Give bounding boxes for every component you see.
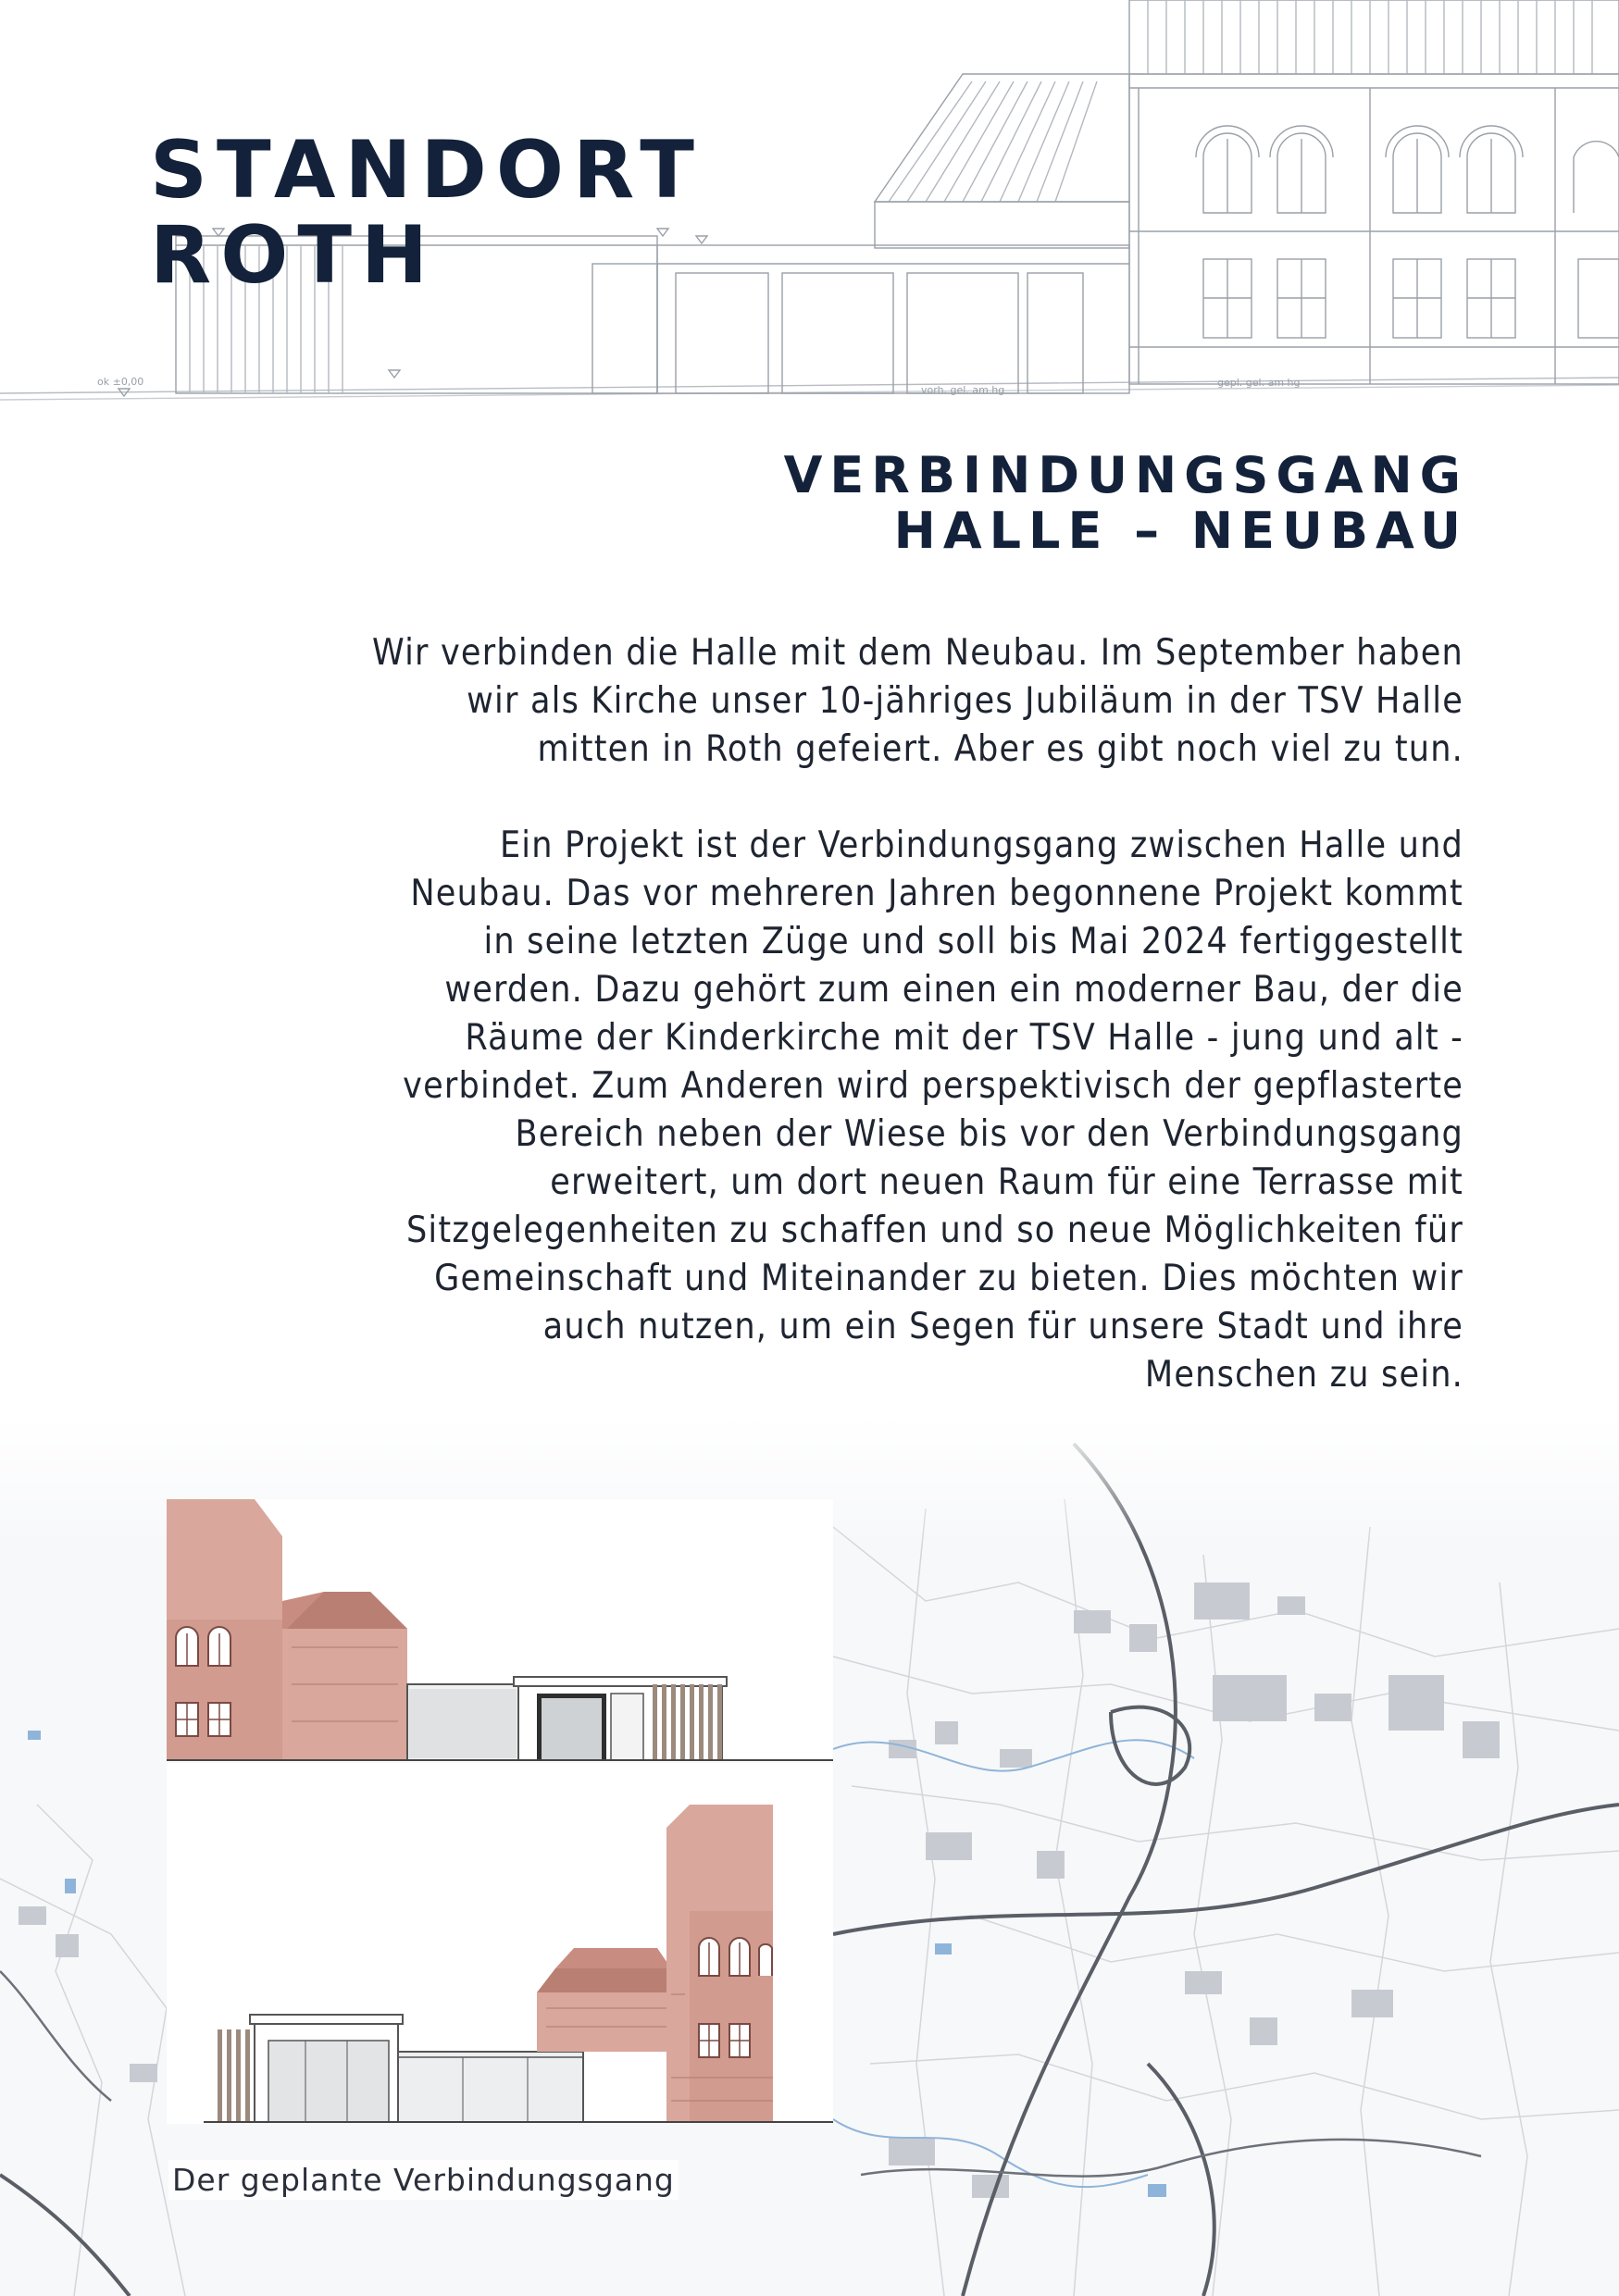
project-line: Sitzgelegenheiten zu schaffen und so neue Möglichkeiten für — [405, 1210, 1463, 1251]
project-paragraph — [112, 822, 1463, 1399]
page-title-line-1: STANDORT — [150, 124, 704, 217]
section-title — [784, 448, 1468, 559]
elevation-rendering-front — [167, 1499, 833, 1762]
page-title-line-2: ROTH — [150, 209, 437, 302]
level-label-3: gepl. gel. am hg — [1217, 377, 1301, 389]
section-title-line-2: HALLE – NEUBAU — [893, 502, 1468, 560]
project-line: werden. Dazu gehört zum einen ein moderner Bau, der die — [444, 969, 1463, 1011]
project-line: erweitert, um dort neuen Raum für eine Terrasse mit — [550, 1161, 1463, 1203]
section-title-line-1: VERBINDUNGSGANG — [783, 446, 1468, 504]
intro-paragraph — [112, 629, 1463, 774]
intro-line: Wir verbinden die Halle mit dem Neubau. Im September haben — [372, 632, 1463, 674]
image-caption: Der geplante Verbindungsgang — [168, 2160, 679, 2200]
project-line: verbindet. Zum Anderen wird perspektivisch der gepflasterte — [403, 1065, 1463, 1107]
intro-line: mitten in Roth gefeiert. Aber es gibt noch viel zu tun. — [537, 728, 1463, 770]
project-line: Bereich neben der Wiese bis vor den Verbindungsgang — [515, 1113, 1463, 1155]
level-label-2: vorh. gel. am hg — [921, 384, 1005, 396]
level-label-1: ok ±0,00 — [97, 376, 144, 388]
elevation-rendering-rear — [167, 1763, 833, 2124]
project-line: Ein Projekt ist der Verbindungsgang zwischen Halle und — [499, 825, 1463, 866]
project-line: Räume der Kinderkirche mit der TSV Halle - jung und alt - — [465, 1017, 1463, 1059]
project-line: in seine letzten Züge und soll bis Mai 2024 fertiggestellt — [483, 921, 1463, 962]
page-title — [150, 124, 704, 302]
project-line: Gemeinschaft und Miteinander zu bieten. Dies möchten wir — [434, 1258, 1463, 1299]
project-line: auch nutzen, um ein Segen für unsere Stadt und ihre — [542, 1306, 1463, 1347]
intro-line: wir als Kirche unser 10-jähriges Jubiläum in der TSV Halle — [467, 680, 1463, 722]
project-line: Menschen zu sein. — [1144, 1354, 1463, 1396]
project-line: Neubau. Das vor mehreren Jahren begonnene Projekt kommt — [410, 873, 1463, 914]
